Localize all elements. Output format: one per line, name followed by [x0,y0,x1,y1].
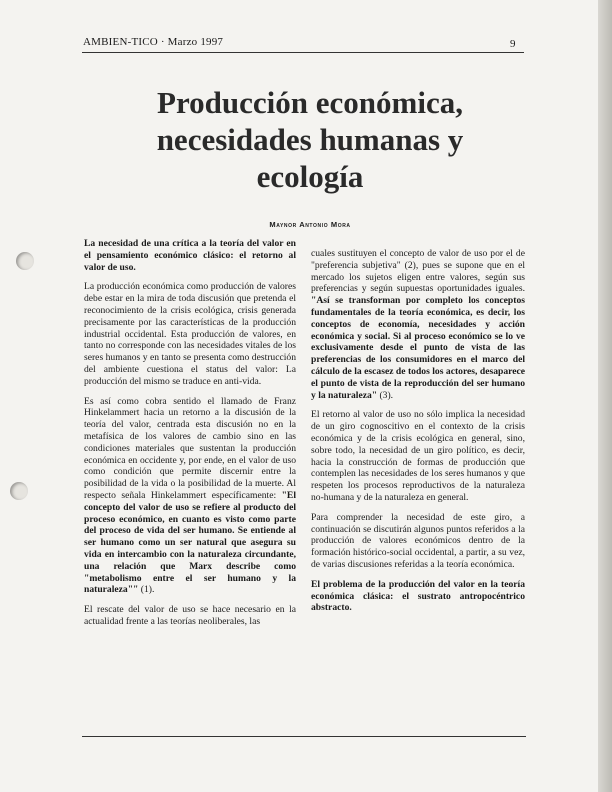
paragraph: Para comprender la necesidad de este giro, a continuación se discutirán algunos puntos referidos a la producción de valores económicos dentro de la formación histórico-social occidental, a partir, a su vez, de varias discusiones referidas a la teoría económica. [311,511,525,570]
binder-hole [16,252,34,270]
title-line: ecología [256,159,364,194]
left-column [84,238,296,636]
paragraph [311,248,525,401]
paragraph-text: Es así como cobra sentido el llamado de Franz Hinkelammert hacia un retorno a la discusión de la teoría del valor, centrada esta discusión no en la metafísica de los valores de cambio sino en las condiciones materiales que sustentan la producción económica en occidente y, por ende, en el valor de uso como condición que permite discernir entre la posibilidad de la vida o la posibilidad de la muerte. Al respecto señala Hinkelammert específicamente: [84,395,296,501]
right-column [311,248,525,622]
section-heading: El problema de la producción del valor en la teoría económica clásica: el sustrato antropocéntrico abstracto. [311,578,525,614]
footer-rule [82,736,526,737]
section-heading: La necesidad de una crítica a la teoría del valor en el pensamiento económico clásico: el retorno al valor de uso. [84,238,296,273]
page-edge-shadow [598,0,612,792]
paragraph: El retorno al valor de uso no sólo implica la necesidad de un giro cognoscitivo en el contexto de la crisis económica y de la crisis ecológica en general, sino, sobre todo, la necesidad de un giro político, es decir, hacia la construcción de formas de producción que contemplen las necesidades de los seres humanos y que respeten los procesos reproductivos de la naturaleza no-humana y de la naturaleza en general. [311,409,525,503]
paragraph: La producción económica como producción de valores debe estar en la mira de toda discusión que pretenda el reconocimiento de la crisis ecológica, crisis generada precisamente por las características de la producción industrial occidental. Esta producción de valores, en tanto no corresponde con las necesidades vitales de los seres humanos y en tanto se presenta como destrucción del ambiente cuestiona el status del valor: La producción del mismo se traduce en anti-vida. [84,281,296,387]
author-byline: Maynor Antonio Mora [269,220,351,229]
binder-hole [10,482,28,500]
citation: (1). [138,584,155,596]
quote-text: "El concepto del valor de uso se refiere al producto del proceso económico, en cuanto es visto como parte del proceso de vida del ser humano. Se entiende al ser humano como un ser natural que asegura su vida en intercambio con la naturaleza circundante, una relación que Marx describe como "metabolismo entre el ser humano y la naturaleza"" [84,489,296,596]
citation: (3). [377,389,394,401]
header-rule [82,52,524,53]
paragraph-text: cuales sustituyen el concepto de valor de uso por el de "preferencia subjetiva" (2), pues se supone que en el mercado los sujetos eligen entre valores, según sus preferencias y según supuestas oportunidades iguales. [311,248,525,295]
running-header: AMBIEN-TICO · Marzo 1997 [83,36,224,48]
article-title [100,84,520,195]
title-line: necesidades humanas y [156,122,464,157]
paragraph [84,396,296,597]
quote-text: "Así se transforman por completo los conceptos fundamentales de la teoría económica, es decir, los conceptos de economía, necesidades y acción económica y social. Si al proceso económico se lo ve exclusivamente desde el punto de vista de las preferencias de los consumidores en el marco del cálculo de la escasez de todos los actores, desaparece el punto de vista de la reproducción del ser humano y la naturaleza" [311,295,525,401]
paragraph: El rescate del valor de uso se hace necesario en la actualidad frente a las teorías neoliberales, las [84,604,296,627]
title-line: Producción económica, [157,85,463,120]
page-number: 9 [510,38,516,50]
